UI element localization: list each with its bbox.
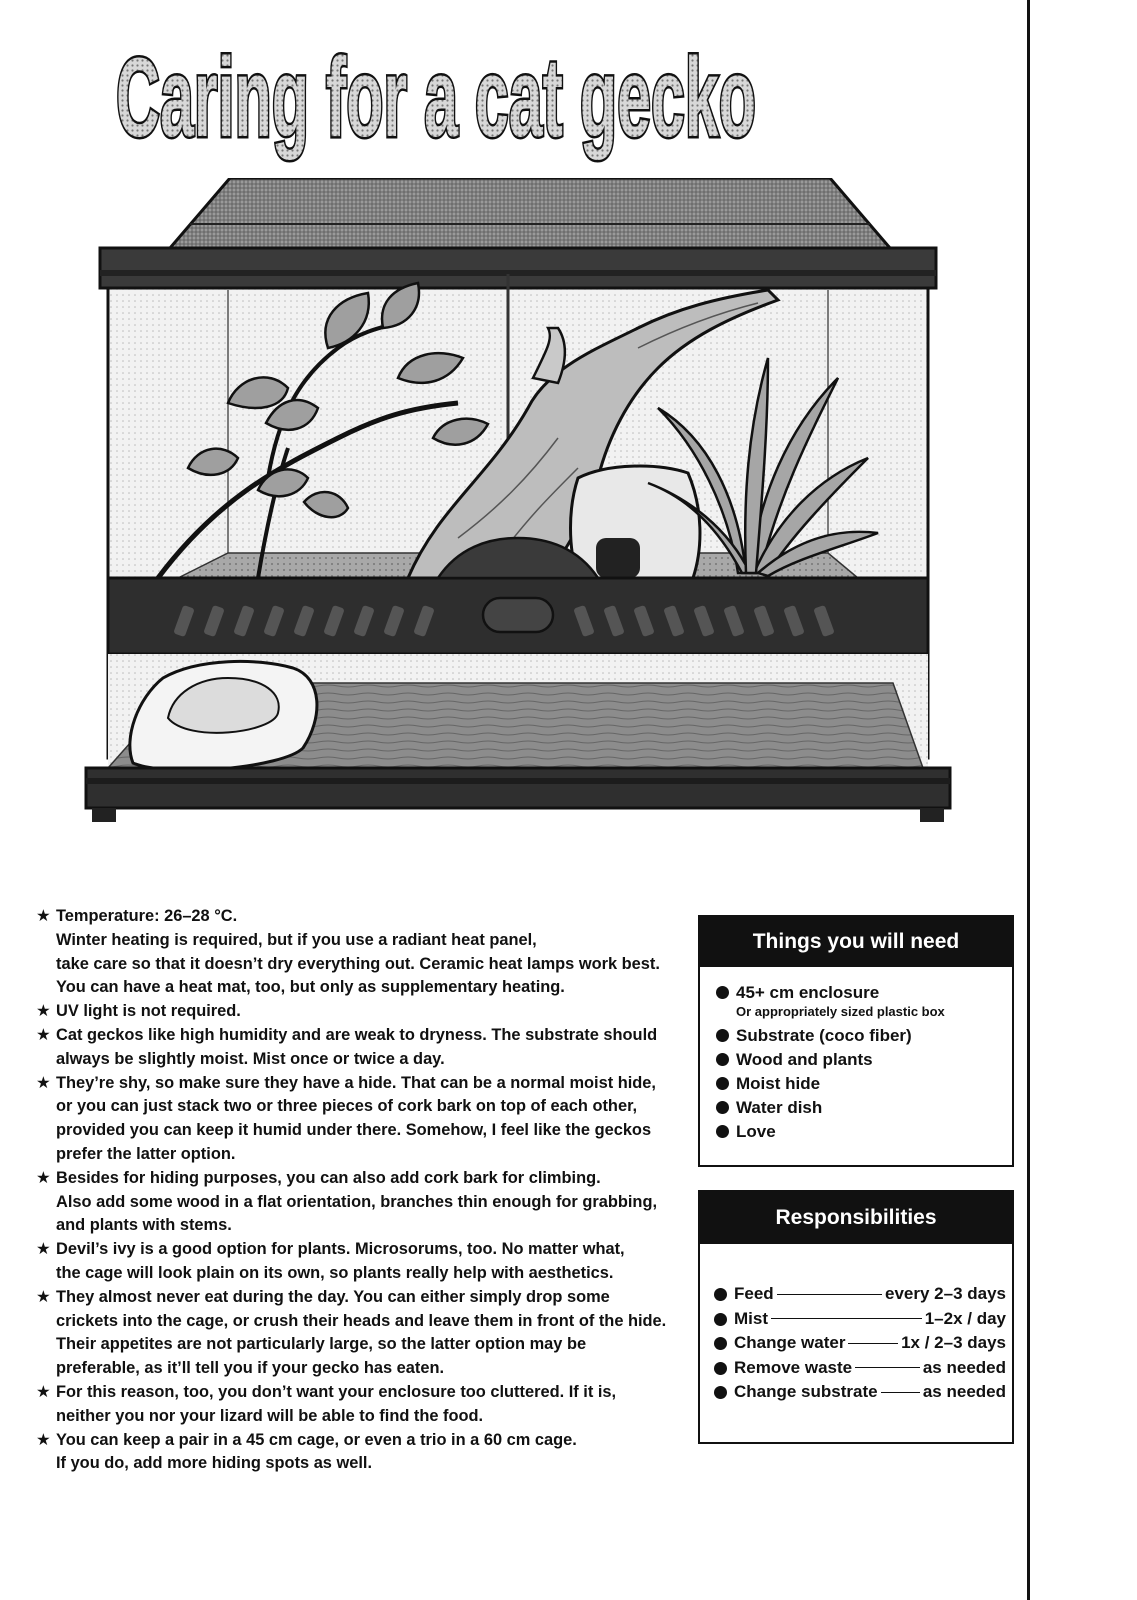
responsibility-task: Mist: [734, 1308, 768, 1328]
note-item: [36, 1381, 676, 1429]
bullet-icon: [716, 986, 729, 999]
responsibility-task: Change water: [734, 1333, 846, 1352]
note-line: prefer the latter option.: [56, 1144, 236, 1163]
responsibilities-title: Responsibilities: [700, 1192, 1012, 1244]
star-icon: ★: [36, 1025, 51, 1044]
note-item: [36, 905, 676, 1000]
bullet-icon: [714, 1362, 727, 1375]
bullet-icon: [716, 1029, 729, 1042]
note-line: Cat geckos like high humidity and are weak to dryness. The substrate should: [56, 1025, 658, 1044]
star-icon: ★: [36, 1002, 51, 1021]
responsibility-frequency: as needed: [922, 1382, 1006, 1401]
note-item: [36, 1429, 676, 1477]
responsibilities-box: [698, 1190, 1014, 1444]
note-item: [36, 1238, 676, 1286]
note-line: Devil’s ivy is a good option for plants. Microsorums, too. No matter what,: [56, 1240, 625, 1259]
note-line: Winter heating is required, but if you use a radiant heat panel,: [56, 930, 537, 949]
note-line: take care so that it doesn’t dry everything out. Ceramic heat lamps work best.: [56, 954, 660, 973]
needs-item-text: Water dish: [736, 1098, 823, 1117]
things-you-will-need-box: [698, 915, 1014, 1167]
leader-line: [771, 1318, 922, 1319]
needs-item: [716, 1048, 1012, 1072]
note-line: crickets into the cage, or crush their heads and leave them in front of the hide.: [56, 1311, 667, 1330]
note-line: You can have a heat mat, too, but only as supplementary heating.: [56, 978, 565, 997]
star-icon: ★: [36, 1168, 51, 1187]
note-line: Their appetites are not particularly large, so the latter option may be: [56, 1335, 587, 1354]
care-notes-list: [36, 905, 676, 1476]
leader-line: [848, 1343, 898, 1344]
needs-item-text: Moist hide: [736, 1074, 821, 1093]
bullet-icon: [716, 1053, 729, 1066]
responsibility-frequency: 1x / 2–3 days: [901, 1333, 1006, 1352]
bullet-icon: [714, 1313, 727, 1326]
star-icon: ★: [36, 907, 51, 925]
note-line: provided you can keep it humid under there. Somehow, I feel like the geckos: [56, 1121, 652, 1140]
responsibility-item: [714, 1356, 1006, 1381]
needs-item-text: Substrate (coco fiber): [736, 1026, 912, 1045]
note-line: Also add some wood in a flat orientation, branches thin enough for grabbing,: [56, 1192, 658, 1211]
star-icon: ★: [36, 1287, 51, 1306]
needs-item: [716, 981, 1012, 1020]
bullet-icon: [714, 1337, 727, 1350]
note-line: always be slightly moist. Mist once or twice a day.: [56, 1049, 445, 1068]
responsibility-frequency: as needed: [922, 1357, 1006, 1377]
note-item: [36, 1000, 676, 1024]
needs-item-text: Wood and plants: [736, 1050, 873, 1069]
title-text: Caring for a cat gecko: [116, 35, 756, 160]
needs-item: [716, 1024, 1012, 1048]
star-icon: ★: [36, 1382, 51, 1401]
note-line: For this reason, too, you don’t want your enclosure too cluttered. If it is,: [56, 1382, 617, 1401]
needs-item: [716, 1072, 1012, 1096]
note-line: preferable, as it’ll tell you if your gecko has eaten.: [56, 1359, 445, 1378]
note-line: and plants with stems.: [56, 1216, 232, 1235]
note-line: or you can just stack two or three pieces of cork bark on top of each other,: [56, 1097, 638, 1116]
responsibility-frequency: every 2–3 days: [885, 1284, 1006, 1303]
bullet-icon: [716, 1125, 729, 1138]
note-line: Besides for hiding purposes, you can also add cork bark for climbing.: [56, 1168, 601, 1187]
title-lettering: [110, 18, 790, 178]
terrarium-illustration: [78, 178, 958, 838]
note-line: They’re shy, so make sure they have a hide. That can be a normal moist hide,: [56, 1073, 656, 1092]
needs-item: [716, 1120, 1012, 1144]
note-line: neither you nor your lizard will be able to find the food.: [56, 1406, 484, 1425]
needs-item-text: Love: [736, 1122, 776, 1141]
note-item: [36, 1167, 676, 1238]
needs-item-text: 45+ cm enclosure: [736, 983, 880, 1002]
needs-item: [716, 1096, 1012, 1120]
star-icon: ★: [36, 1430, 51, 1449]
page-title: [110, 18, 790, 178]
responsibility-item: [714, 1282, 1006, 1307]
star-icon: ★: [36, 1240, 51, 1259]
note-item: [36, 1286, 676, 1381]
responsibility-task: Remove waste: [734, 1357, 853, 1377]
responsibility-frequency: 1–2x / day: [924, 1308, 1006, 1328]
leader-line: [855, 1367, 920, 1368]
needs-list: [700, 967, 1012, 1144]
bullet-icon: [716, 1101, 729, 1114]
note-line: UV light is not required.: [56, 1002, 241, 1021]
note-line: Temperature: 26–28 °C.: [56, 907, 238, 925]
bullet-icon: [714, 1288, 727, 1301]
leader-line: [881, 1392, 920, 1393]
responsibility-item: [714, 1331, 1006, 1356]
needs-item-subtext: Or appropriately sized plastic box: [736, 1004, 945, 1019]
leader-line: [777, 1294, 882, 1295]
note-item: [36, 1024, 676, 1072]
responsibility-task: Feed: [734, 1284, 774, 1303]
needs-title: Things you will need: [700, 917, 1012, 967]
note-line: the cage will look plain on its own, so plants really help with aesthetics.: [56, 1263, 614, 1282]
star-icon: ★: [36, 1073, 51, 1092]
right-margin-rule: [1027, 0, 1030, 1600]
responsibility-task: Change substrate: [734, 1382, 878, 1401]
bullet-icon: [714, 1386, 727, 1399]
note-line: You can keep a pair in a 45 cm cage, or even a trio in a 60 cm cage.: [56, 1430, 577, 1449]
responsibility-item: [714, 1380, 1006, 1405]
responsibility-item: [714, 1307, 1006, 1332]
bullet-icon: [716, 1077, 729, 1090]
note-line: If you do, add more hiding spots as well.: [56, 1454, 373, 1473]
note-line: They almost never eat during the day. You can either simply drop some: [56, 1287, 610, 1306]
note-item: [36, 1072, 676, 1167]
responsibilities-list: [700, 1244, 1012, 1405]
